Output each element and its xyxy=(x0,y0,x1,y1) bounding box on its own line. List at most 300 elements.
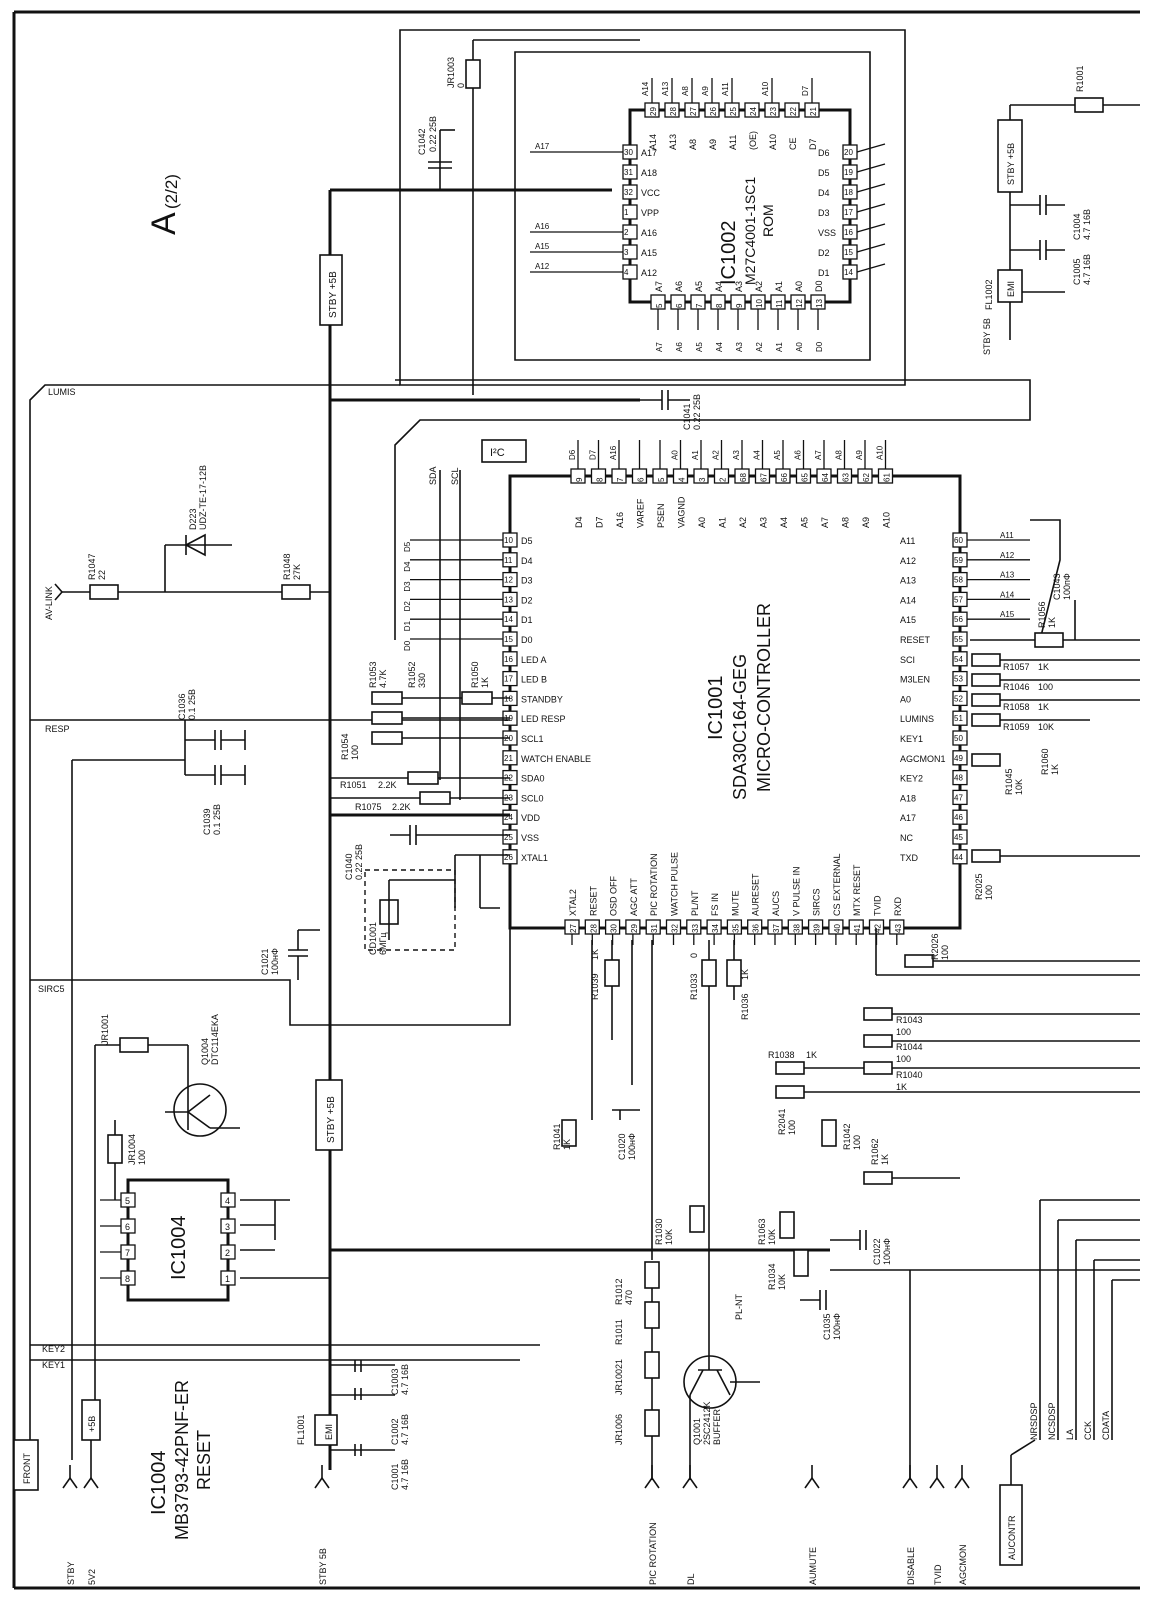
mcu-top-pin-number: 62 xyxy=(862,473,871,482)
r1033-label: R1033 xyxy=(689,973,699,1000)
rom-bottom-pin-signal: A1 xyxy=(774,280,784,292)
mcu-left-bus-label: D5 xyxy=(403,541,412,552)
mcu-top-pin-signal: VAREF xyxy=(635,498,646,528)
mcu-top-net-label: A8 xyxy=(834,450,844,460)
rom-bottom-pin-number: 10 xyxy=(755,299,764,308)
rom-left-net-label: A17 xyxy=(535,142,550,151)
r1048-value: 27K xyxy=(292,563,302,580)
aucontr-line-ncsdsp: NCSDSP xyxy=(1047,1402,1057,1440)
c1043-value: 100пФ xyxy=(1062,573,1072,600)
r1048-label: R1048 xyxy=(282,553,292,580)
r1059-value: 10K xyxy=(1038,722,1055,732)
rom-bottom-pin-signal: A2 xyxy=(754,280,764,292)
mcu-top-pin-signal: A0 xyxy=(697,516,707,528)
mcu-right-pin-signal: M3LEN xyxy=(900,674,931,685)
c1005-value: 4.7 16B xyxy=(1082,208,1092,240)
r1042-value: 100 xyxy=(852,1134,862,1150)
r1062-label: R1062 xyxy=(870,1138,880,1165)
rom-bottom-pin-number: 7 xyxy=(695,303,704,308)
r1057-label: R1057 xyxy=(1003,662,1030,672)
mcu-right-pin-signal: A13 xyxy=(900,575,917,586)
r1056-label: R1056 xyxy=(1037,601,1047,628)
r1053-value: 4.7K xyxy=(378,669,388,688)
stby-rail xyxy=(330,190,830,1470)
front-label: FRONT xyxy=(22,1453,32,1484)
rom-top-pin-number: 26 xyxy=(709,107,718,116)
r1011-label: R1011 xyxy=(614,1319,624,1345)
ic1004-right-pin-number: 3 xyxy=(225,1222,231,1232)
rom-bottom-net-label: A1 xyxy=(775,342,784,352)
mcu-right-pin-signal: A11 xyxy=(900,536,916,546)
rom-right-pin-signal: D3 xyxy=(818,208,830,218)
rom-top-net-label: A11 xyxy=(721,82,730,96)
rom-top-net-label: A10 xyxy=(761,81,770,96)
ic1004-right-pin-number: 4 xyxy=(225,1196,231,1206)
rom-top-pin-number: 21 xyxy=(809,107,818,116)
rom-bottom-net-label: A7 xyxy=(655,342,664,352)
mcu-left-pin-signal: SCL1 xyxy=(521,734,544,744)
c1001-value: 4.7 16B xyxy=(400,1458,410,1490)
aucontr-line-cck: CCK xyxy=(1083,1420,1093,1440)
mcu-top-pin-signal: A10 xyxy=(881,511,892,528)
c1035-value: 100нФ xyxy=(832,1313,842,1340)
mcu-top-pin-signal: A16 xyxy=(615,511,625,528)
c1002-label: C1002 xyxy=(390,1418,400,1445)
mcu-left-pin-number: 22 xyxy=(504,773,513,783)
port-dl-label: DL xyxy=(686,1573,696,1585)
rom-top-pin-signal: CE xyxy=(788,137,798,150)
r1041-value: 1K xyxy=(562,1138,572,1150)
mcu-left-pin-signal: D5 xyxy=(521,536,533,546)
ic1004-ref-body: IC1004 xyxy=(168,1215,190,1280)
mcu-right-pin-number: 51 xyxy=(954,714,963,724)
r1030-value: 10K xyxy=(664,1228,674,1245)
scl-label: SCL xyxy=(450,467,460,485)
sda-label: SDA xyxy=(428,466,438,485)
mcu-right-pin-number: 53 xyxy=(954,674,963,684)
q1001-label: Q1001 xyxy=(692,1417,702,1445)
mcu-right-pin-number: 48 xyxy=(954,773,963,783)
d223-label: D223 xyxy=(188,508,198,530)
rom-top-net-label: A13 xyxy=(661,81,670,96)
rom-bottom-pin-signal: A3 xyxy=(734,280,744,292)
mcu-right-pin-number: 59 xyxy=(954,555,963,565)
q1001-desc: BUFFER xyxy=(712,1409,722,1445)
c1021-label: C1021 xyxy=(260,948,270,975)
rom-top-pin-number: 23 xyxy=(769,107,778,116)
mcu-right-pin-number: 44 xyxy=(954,852,963,862)
c1001-label: C1001 xyxy=(390,1463,400,1490)
rom-right-pin-signal: VSS xyxy=(818,228,837,238)
r1063-label: R1063 xyxy=(757,1218,767,1245)
rom-right-pin-number: 16 xyxy=(844,228,853,237)
mcu-bottom-pin-number: 38 xyxy=(792,924,802,933)
rom-bottom-pin-signal: A6 xyxy=(674,280,684,292)
c1040-value: 0.22 25B xyxy=(354,843,364,880)
mcu-bottom-pin-signal: OSD OFF xyxy=(608,876,619,916)
aucontr-line-nrsdsp: NRSDSP xyxy=(1029,1402,1039,1440)
rom-left-pin-signal: A15 xyxy=(641,248,658,258)
c1039-value: 0.1 25B xyxy=(212,803,222,835)
c1039-label: C1039 xyxy=(202,808,212,835)
mcu-left-pin-signal: LED B xyxy=(521,674,548,685)
rom-right-pin-number: 14 xyxy=(844,268,853,277)
mcu-left-bus-label: D2 xyxy=(403,601,412,612)
mcu-right-pin-signal: KEY2 xyxy=(900,773,924,784)
mcu-left-pin-number: 25 xyxy=(504,833,513,842)
mcu-left-pin-signal: XTAL1 xyxy=(521,852,548,863)
mcu-left-pin-signal: LED RESP xyxy=(521,714,566,725)
r1060-label: R1060 xyxy=(1040,748,1050,775)
mcu-top-net-label: A2 xyxy=(711,450,721,460)
ic1002-desc: ROM xyxy=(760,204,776,237)
mcu-top-pin-number: 5 xyxy=(657,477,666,482)
rom-bottom-pin-number: 5 xyxy=(655,303,664,308)
mcu-right-bus-label: A13 xyxy=(1000,570,1015,580)
rom-right-wire xyxy=(857,164,885,172)
rom-bottom-net-label: A0 xyxy=(795,342,804,352)
av-link-label: AV-LINK xyxy=(44,586,54,620)
mcu-left-bus-label: D4 xyxy=(403,561,412,572)
mcu-right-pin-number: 56 xyxy=(954,615,963,625)
lumis-label: LUMIS xyxy=(48,387,76,397)
mcu-left-pin-number: 23 xyxy=(504,793,513,803)
mcu-top-pin-signal: PSEN xyxy=(656,503,666,528)
r1001-label: JR1004 xyxy=(127,1133,137,1165)
ic1001-labels xyxy=(705,603,774,800)
rom-top-pin-signal: (OE) xyxy=(748,131,758,150)
mcu-top-net-label: A10 xyxy=(875,445,885,460)
rom-top-pin-number: 25 xyxy=(729,107,738,116)
c1022-value: 100нФ xyxy=(882,1238,892,1265)
c1040-cap xyxy=(390,825,510,845)
r1036-value: 1K xyxy=(740,968,750,980)
c1041-label: C1041 xyxy=(682,403,692,430)
left-nets xyxy=(30,385,540,1440)
mcu-top-net-label: A6 xyxy=(793,450,803,460)
c1021-cap xyxy=(288,930,320,980)
port-pic_rotation-label: PIC ROTATION xyxy=(648,1522,658,1585)
mcu-right-pin-signal: A0 xyxy=(900,694,912,705)
r1040-label: R1040 xyxy=(896,1070,923,1080)
mcu-bottom-pin-signal: CS EXTERNAL xyxy=(831,853,842,916)
key1-label: KEY1 xyxy=(42,1360,66,1370)
mcu-top-net-label: A16 xyxy=(609,445,618,460)
jr1006-label: R1001 xyxy=(1075,65,1085,92)
stby-box-mid-label: STBY +5B xyxy=(326,1096,337,1143)
right-supply xyxy=(998,98,1140,340)
r1058-label: R1058 xyxy=(1003,702,1030,712)
c1040-label: C1040 xyxy=(344,853,354,880)
c1022-label: C1022 xyxy=(872,1238,882,1265)
mcu-bottom-pin-number: 40 xyxy=(832,924,842,933)
r1050-value: 1K xyxy=(480,676,490,688)
mcu-top-pin-signal: VAGND xyxy=(676,496,687,528)
mcu-left-pin-signal: VDD xyxy=(521,813,541,824)
c1041-value: 0.22 25B xyxy=(692,393,702,430)
r1046-label: R1046 xyxy=(1003,682,1030,692)
r1045-value: 10K xyxy=(1014,778,1024,795)
mcu-top-net-label: D7 xyxy=(588,449,598,460)
mcu-right-pin-signal: A17 xyxy=(900,813,917,824)
rom-bottom-net-label: A5 xyxy=(695,342,704,352)
mcu-bottom-pin-number: 37 xyxy=(772,924,781,933)
mcu-left-pin-signal: LED A xyxy=(521,654,547,665)
mcu-right-pin-signal: A12 xyxy=(900,555,917,566)
mcu-left-pin-signal: WATCH ENABLE xyxy=(521,753,592,764)
r1001-value: 100 xyxy=(137,1149,147,1165)
rom-left-pin-number: 3 xyxy=(624,248,629,257)
ic1004-left-pin-number: 8 xyxy=(125,1274,131,1284)
mcu-top-pin-number: 7 xyxy=(616,477,625,482)
plus5b-label: +5B xyxy=(87,1415,97,1432)
ic1004-reset xyxy=(100,1180,330,1300)
mcu-bottom-pin-number: 29 xyxy=(629,924,639,933)
mcu-right-pin-number: 46 xyxy=(954,813,963,823)
rom-right-pin-number: 18 xyxy=(844,188,853,197)
mcu-top-pin-signal: A5 xyxy=(799,516,810,528)
ic1004-part: MB3793-42PNF-ER xyxy=(172,1379,192,1540)
c1036-label: C1036 xyxy=(177,693,187,720)
ic1001-mcu xyxy=(403,440,1030,945)
rom-top-net-label: A9 xyxy=(701,86,710,96)
stby-box-top-label: STBY +5B xyxy=(328,271,339,318)
mcu-right-bus-label: A11 xyxy=(1000,531,1014,540)
r1034-value: 10K xyxy=(777,1273,787,1290)
mcu-bottom-pin-number: 42 xyxy=(873,924,883,933)
port-stby-arrow xyxy=(63,1478,77,1488)
mcu-right-pin-signal: TXD xyxy=(900,852,918,863)
r1051-value: 2.2K xyxy=(378,780,397,790)
c1020-value: 100нФ xyxy=(627,1133,637,1160)
mcu-top-net-label: A0 xyxy=(670,450,680,460)
rom-bottom-pin-signal: A7 xyxy=(654,280,664,292)
r1038-label: R1038 xyxy=(768,1050,795,1060)
mcu-right-pin-number: 49 xyxy=(954,753,963,763)
r1036-label: R1036 xyxy=(740,993,750,1020)
mcu-left-pin-signal: STANDBY xyxy=(521,694,563,705)
r1039-label: R1039 xyxy=(590,973,600,1000)
rom-right-pin-signal: D4 xyxy=(818,188,830,198)
mcu-right-pin-signal: AGCMON1 xyxy=(900,753,946,764)
r2041-value: 100 xyxy=(787,1119,797,1135)
r1044-label: R1044 xyxy=(896,1042,923,1052)
jr1004-label: JR1001 xyxy=(100,1013,110,1045)
c1004-label: C1005 xyxy=(1072,258,1082,285)
mcu-top-pin-number: 8 xyxy=(595,477,605,482)
rom-bottom-pin-number: 8 xyxy=(715,303,724,308)
r1033-value: 0 xyxy=(689,952,699,958)
mcu-left-pin-signal: SDA0 xyxy=(521,773,545,784)
rom-top-pin-number: 24 xyxy=(749,107,758,116)
mcu-left-pin-signal: D1 xyxy=(521,615,533,626)
ic1004-left-pin-number: 7 xyxy=(125,1248,131,1258)
mcu-left-pin-signal: D4 xyxy=(521,555,533,566)
r1057-value: 1K xyxy=(1038,662,1050,672)
rom-right-pin-number: 17 xyxy=(844,208,853,217)
mcu-top-pin-signal: A9 xyxy=(861,516,871,528)
mcu-bottom-pin-signal: RESET xyxy=(588,885,599,916)
r1050-label: R1050 xyxy=(470,661,480,688)
rom-bottom-pin-signal: A0 xyxy=(794,280,804,292)
mcu-top-pin-number: 2 xyxy=(718,477,728,482)
mcu-left-pin-number: 17 xyxy=(504,674,513,684)
mcu-left-pin-signal: D0 xyxy=(521,635,533,645)
mcu-top-pin-signal: D4 xyxy=(574,516,584,528)
mcu-right-pin-signal: NC xyxy=(900,833,913,843)
fl1001-emi xyxy=(315,1360,395,1470)
rom-left-pin-signal: A18 xyxy=(641,168,658,178)
mcu-right-pin-number: 45 xyxy=(954,833,963,842)
jr10021-label: JR10021 xyxy=(614,1358,624,1395)
rom-top-pin-signal: A10 xyxy=(768,133,778,150)
mcu-right-pin-signal: LUMINS xyxy=(900,714,935,725)
r2025-label: R2025 xyxy=(974,873,984,900)
mcu-right-bus-label: A12 xyxy=(1000,550,1015,560)
ic1004-left-pin-number: 6 xyxy=(125,1222,131,1232)
r1058-value: 1K xyxy=(1038,702,1050,712)
r1045-label: R1045 xyxy=(1004,768,1014,795)
r1056-value: 1K xyxy=(1047,616,1057,628)
r1046-value: 100 xyxy=(1038,682,1054,692)
rom-right-wire xyxy=(857,144,885,152)
mcu-left-pin-number: 26 xyxy=(504,852,513,862)
mcu-right-pin-number: 47 xyxy=(954,793,963,803)
rom-left-pin-number: 31 xyxy=(624,168,633,177)
r1054-value: 100 xyxy=(350,744,360,760)
rom-top-pin-number: 29 xyxy=(649,107,658,116)
mcu-bottom-pin-signal: TVID xyxy=(872,895,883,916)
mcu-top-net-label: A9 xyxy=(855,450,864,460)
rom-right-pin-signal: D6 xyxy=(818,148,830,158)
mcu-bottom-pin-number: 35 xyxy=(731,924,741,933)
r1059-label: R1059 xyxy=(1003,722,1030,732)
port-5v2-label: 5V2 xyxy=(87,1568,97,1585)
ic1001-ref: IC1001 xyxy=(705,675,727,740)
mcu-left-pin-number: 18 xyxy=(504,694,513,704)
q1001-value: 2SC2412K xyxy=(702,1401,712,1445)
rom-left-net-label: A12 xyxy=(535,262,550,271)
c1004-value: 4.7 16B xyxy=(1082,253,1092,285)
mcu-bottom-pin-signal: WATCH PULSE xyxy=(669,851,680,916)
mcu-bottom-pin-number: 34 xyxy=(711,924,721,933)
mcu-bottom-pin-number: 36 xyxy=(751,924,761,933)
aucontr-label: AUCONTR xyxy=(1007,1515,1017,1560)
r2025-value: 100 xyxy=(984,884,994,900)
rom-bottom-net-label: D0 xyxy=(815,341,824,352)
r1038-value: 1K xyxy=(806,1050,818,1060)
mcu-left-pin-signal: D2 xyxy=(521,595,533,606)
cd1001-label: CD1001 xyxy=(368,921,378,955)
sheet-frame xyxy=(14,12,1140,1588)
r1012-label: R1012 xyxy=(614,1278,624,1305)
mcu-right-pin-signal: A18 xyxy=(900,793,917,804)
r1052-label: R1052 xyxy=(407,661,417,688)
mcu-bottom-pin-number: 31 xyxy=(650,924,660,933)
resp-label: RESP xyxy=(45,724,70,734)
rom-right-pin-signal: D2 xyxy=(818,248,830,258)
mcu-bottom-pin-signal: RXD xyxy=(892,896,903,916)
mcu-top-pin-signal: A1 xyxy=(717,516,728,528)
stby-box-right-label: STBY +5B xyxy=(1006,142,1016,185)
mcu-left-bus-label: D3 xyxy=(403,581,412,592)
pic-rotation-chain xyxy=(645,1262,659,1480)
sheet-title-sub: (2/2) xyxy=(162,174,181,209)
mcu-bottom-pin-number: 30 xyxy=(609,924,619,933)
mcu-top-pin-number: 68 xyxy=(739,473,748,482)
mcu-left-pin-number: 16 xyxy=(504,654,513,664)
r1075-label: R1075 xyxy=(355,802,382,812)
port-stby5b-arrow xyxy=(315,1478,329,1488)
mcu-bottom-pin-signal: AUCS xyxy=(771,890,781,916)
mcu-left-pin-number: 20 xyxy=(504,734,513,743)
c1036-value: 0.1 25B xyxy=(187,688,197,720)
jr1003-value: 0 xyxy=(456,82,466,88)
mcu-top-pin-signal: A8 xyxy=(840,516,851,528)
port-aumute-arrow xyxy=(805,1478,819,1488)
r1034-label: R1034 xyxy=(767,1263,777,1290)
rom-left-pin-number: 30 xyxy=(624,148,633,157)
mcu-bottom-nets xyxy=(562,940,1140,1480)
mcu-top-pin-signal: A4 xyxy=(779,516,789,528)
ic1004-left-pin-number: 5 xyxy=(125,1196,131,1206)
mcu-bottom-pin-signal: PL/NT xyxy=(689,890,700,916)
mcu-bottom-pin-signal: XTAL2 xyxy=(568,889,578,916)
port-aumute-label: AUMUTE xyxy=(808,1547,818,1585)
rom-bottom-pin-number: 9 xyxy=(735,303,744,308)
mcu-right-pin-signal: A15 xyxy=(900,615,917,626)
pl-nt-label: PL-NT xyxy=(734,1293,744,1320)
rom-right-wire xyxy=(857,264,885,272)
mcu-left-pin-number: 15 xyxy=(504,635,513,644)
rom-bottom-pin-number: 6 xyxy=(675,303,684,308)
mcu-top-pin-number: 9 xyxy=(575,477,584,482)
rom-top-pin-signal: A9 xyxy=(708,138,718,150)
sirc5-label: SIRC5 xyxy=(38,984,65,994)
mcu-left-pin-number: 14 xyxy=(504,615,513,625)
mcu-bottom-pin-number: 41 xyxy=(853,924,863,933)
port-agcmon-arrow xyxy=(955,1478,969,1488)
rom-left-pin-signal: A16 xyxy=(641,228,658,238)
mcu-bottom-pin-number: 33 xyxy=(690,924,700,933)
mcu-right-pin-number: 57 xyxy=(954,595,963,605)
key2-label: KEY2 xyxy=(42,1344,66,1354)
mcu-top-pin-number: 66 xyxy=(780,473,789,482)
rom-bottom-pin-signal: A4 xyxy=(714,280,724,292)
c1021-value: 100нФ xyxy=(270,948,280,975)
mcu-left-pin-number: 12 xyxy=(504,575,513,585)
mcu-bottom-pin-signal: MUTE xyxy=(730,890,741,916)
mcu-top-pin-number: 65 xyxy=(800,473,810,482)
rom-top-net-label: A14 xyxy=(641,81,650,96)
c1043-label: C1043 xyxy=(1052,573,1062,600)
mcu-right-pin-number: 55 xyxy=(954,635,963,644)
mcu-top-pin-number: 63 xyxy=(841,473,851,482)
ic1004-desc: RESET xyxy=(194,1429,214,1490)
rom-top-net-label: D7 xyxy=(801,85,810,96)
mcu-right-pin-number: 54 xyxy=(954,654,963,664)
mcu-left-pin-number: 21 xyxy=(504,753,513,763)
rom-right-wire xyxy=(857,224,885,232)
ic1002-ref: IC1002 xyxy=(718,220,740,285)
r2026-label: R2026 xyxy=(930,933,940,960)
rom-bottom-pin-signal: D0 xyxy=(814,280,824,292)
mcu-top-pin-number: 6 xyxy=(636,477,646,482)
mcu-bottom-pin-signal: AGC ATT xyxy=(628,878,639,916)
mcu-left-pin-number: 11 xyxy=(504,555,513,565)
r1047-value: 22 xyxy=(97,569,107,580)
mcu-left-pin-signal: D3 xyxy=(521,575,533,586)
